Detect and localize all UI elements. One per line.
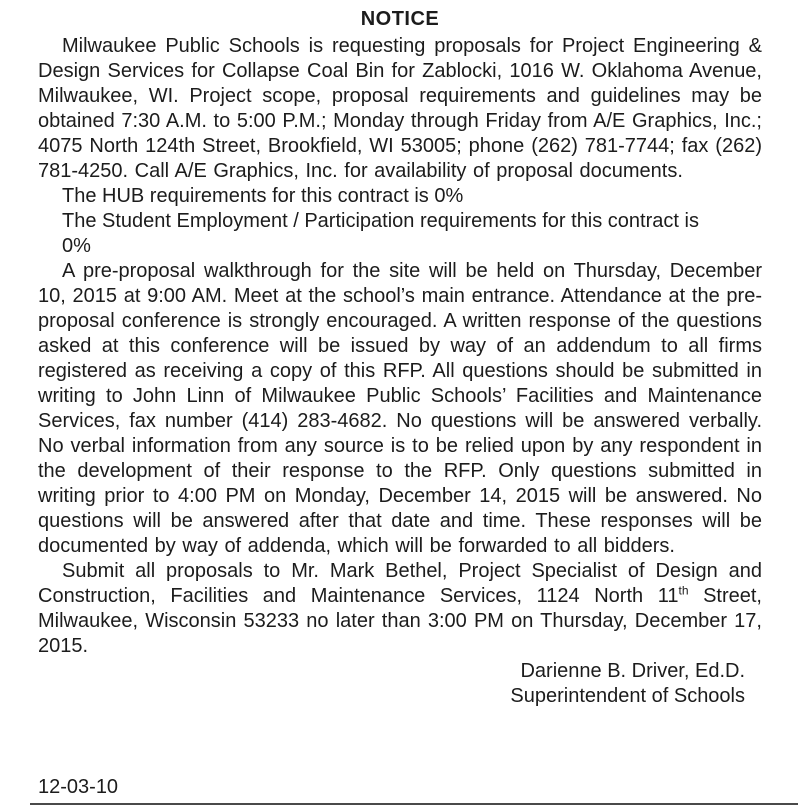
paragraph-walkthrough: A pre-proposal walkthrough for the site will be held on Thursday, December 10, 2015 at 9:00 AM. Meet at the school’s main entrance. Attendance at the pre-proposal conference is strongly encouraged. A written response of the questions asked at this conference will be issued by way of an addendum to all firms registered as receiving a copy of this RFP. All questions should be submitted in writing to John Linn of Milwaukee Public Schools’ Facilities and Maintenance Services, fax number (414) 283-4682. No questions will be answered verbally. No verbal information from any source is to be relied upon by any respondent in the development of their response to the RFP. Only questions submitted in writing prior to 4:00 PM on Monday, December 14, 2015 will be answered. No questions will be answered after that date and time. These responses will be documented by way of addenda, which will be forwarded to all bidders. (38, 260, 762, 557)
paragraph-submit (38, 559, 762, 659)
student-employment-value: 0% (62, 235, 91, 257)
signature-title: Superintendent of Schools (510, 685, 745, 707)
footer-date: 12-03-10 (38, 776, 119, 798)
hub-requirements-line: The HUB requirements for this contract is 0% (62, 185, 464, 207)
signature-name: Darienne B. Driver, Ed.D. (520, 660, 745, 682)
document-title: NOTICE (360, 8, 440, 30)
signature-block (38, 659, 745, 709)
submit-text-after-superscript: Street, Milwaukee, Wisconsin 53233 no later than 3:00 PM on Thursday, December 17, 2015. (38, 585, 762, 657)
submit-text-before-superscript: Submit all proposals to Mr. Mark Bethel, Project Specialist of Design and Construction, Facilities and Maintenance Services, 1124 North 11 (38, 560, 762, 607)
bottom-rule (30, 803, 798, 805)
paragraph-intro: Milwaukee Public Schools is requesting proposals for Project Engineering & Design Services for Collapse Coal Bin for Zablocki, 1016 W. Oklahoma Avenue, Milwaukee, WI. Project scope, proposal requirements and guidelines may be obtained 7:30 A.M. to 5:00 P.M.; Monday through Friday from A/E Graphics, Inc.; 4075 North 124th Street, Brookfield, WI 53005; phone (262) 781-7744; fax (262) 781-4250. Call A/E Graphics, Inc. for availability of proposal documents. (38, 35, 762, 182)
student-employment-line: The Student Employment / Participation requirements for this contract is (62, 210, 699, 232)
document-content (38, 6, 762, 709)
ordinal-superscript: th (678, 583, 689, 598)
